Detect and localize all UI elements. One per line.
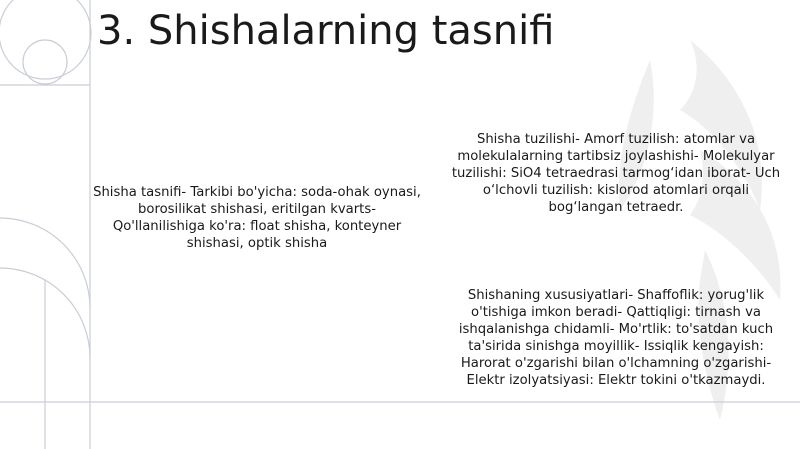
slide-title: 3. Shishalarning tasnifi [97, 8, 555, 54]
structure-text: Shisha tuzilishi- Amorf tuzilish: atomlar va molekulalarning tartibsiz joylashishi- Molekulyar tuzilishi: SiO4 tetraedrasi tarmog‘idan iborat- Uch o‘lchovli tuzilish: kislorod atomlari orqali bog‘langan tetraedr. [451, 132, 781, 215]
properties-text: Shishaning xususiyatlari- Shaffoflik: yorug'lik o'tishiga imkon beradi- Qattiqligi: tirnash va ishqalanishga chidamli- Mo'rtlik: to'satdan kuch ta'sirida sinishga moyillik- Issiqlik kengayish: Harorat o'zgarishi bilan o'lchamning o'zgarishi- Elektr izolyatsiyasi: Elektr tokini o'tkazmaydi. [458, 288, 774, 388]
classification-text: Shisha tasnifi- Tarkibi bo'yicha: soda-ohak oynasi, borosilikat shishasi, eritilgan kvarts- Qo'llanilishiga ko'ra: float shisha, konteyner shishasi, optik shisha [93, 185, 421, 251]
